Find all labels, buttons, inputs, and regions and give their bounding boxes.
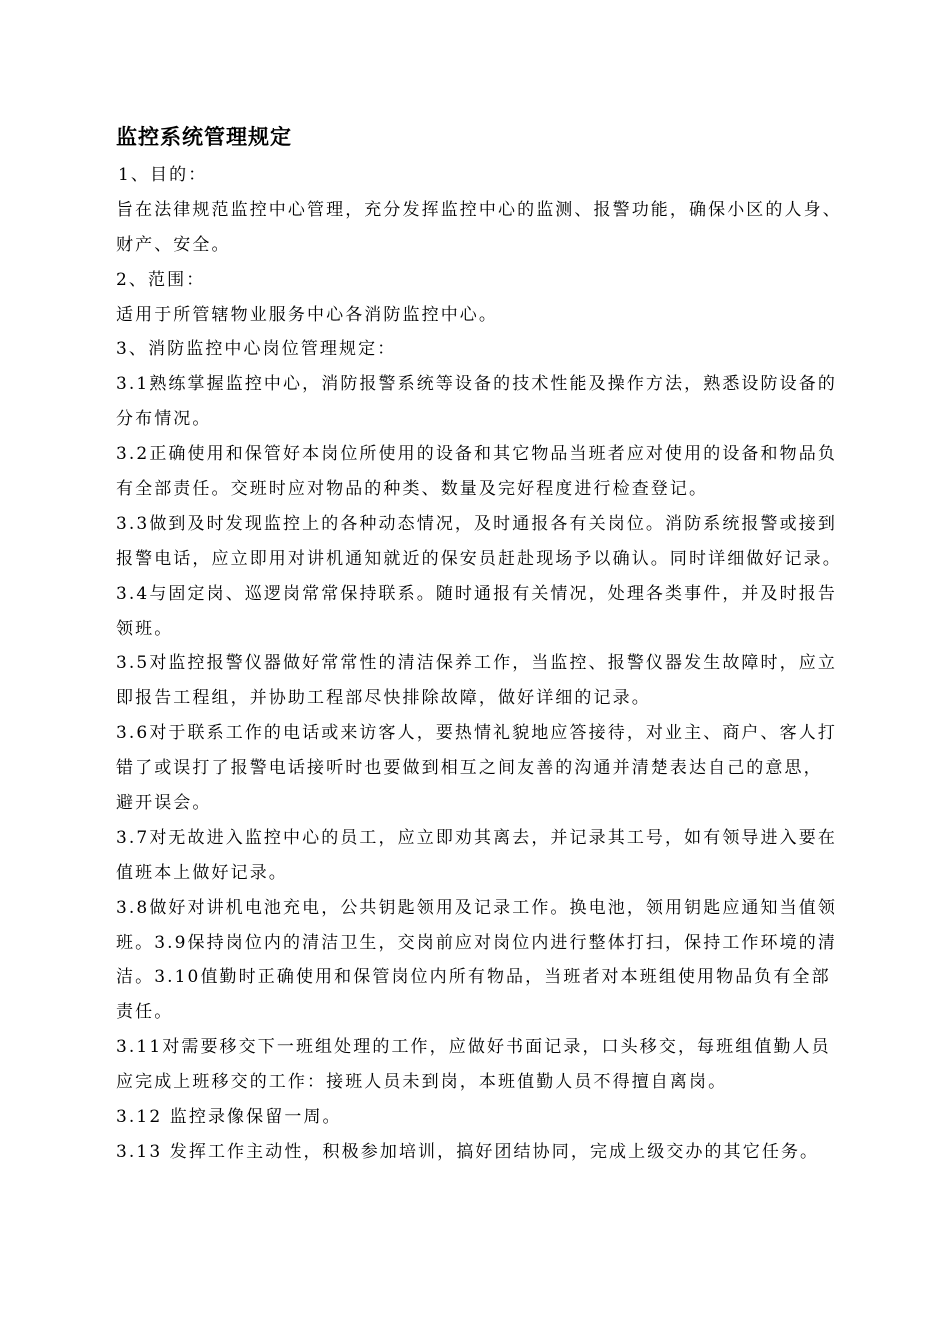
- clause-line: 避开误会。: [116, 793, 212, 814]
- clause-line: 3.13 发挥工作主动性，积极参加培训，搞好团结协同，完成上级交办的其它任务。: [116, 1141, 820, 1162]
- clause-line: 3.7对无故进入监控中心的员工，应立即劝其离去，并记录其工号，如有领导进入要在: [116, 827, 837, 848]
- clause-line: 报警电话，应立即用对讲机通知就近的保安员赶赴现场予以确认。同时详细做好记录。: [116, 548, 842, 569]
- body-line: 旨在法律规范监控中心管理，充分发挥监控中心的监测、报警功能，确保小区的人身、: [116, 199, 842, 220]
- section-heading-scope: 2、范围：: [116, 269, 206, 290]
- clause-line: 洁。3.10值勤时正确使用和保管岗位内所有物品，当班者对本班组使用物品负有全部: [116, 967, 831, 988]
- clause-line: 3.1熟练掌握监控中心，消防报警系统等设备的技术性能及操作方法，熟悉设防设备的: [116, 374, 837, 395]
- clause-line: 3.5对监控报警仪器做好常常性的清洁保养工作，当监控、报警仪器发生故障时，应立: [116, 653, 837, 674]
- body-line: 财产、安全。: [116, 234, 231, 255]
- clause-line: 班。3.9保持岗位内的清洁卫生，交岗前应对岗位内进行整体打扫，保持工作环境的清: [116, 932, 837, 953]
- body-line: 适用于所管辖物业服务中心各消防监控中心。: [116, 304, 498, 325]
- clause-line: 3.2正确使用和保管好本岗位所使用的设备和其它物品当班者应对使用的设备和物品负: [116, 444, 837, 465]
- section-heading-rules: 3、消防监控中心岗位管理规定：: [116, 339, 397, 360]
- clause-line: 有全部责任。交班时应对物品的种类、数量及完好程度进行检查登记。: [116, 479, 709, 500]
- document-title: 监控系统管理规定: [116, 124, 292, 149]
- document-body: [116, 158, 856, 1170]
- clause-line: 3.12 监控录像保留一周。: [116, 1107, 342, 1128]
- clause-line: 错了或误打了报警电话接听时也要做到相互之间友善的沟通并清楚表达自己的意思，: [116, 758, 823, 779]
- clause-line: 3.3做到及时发现监控上的各种动态情况，及时通报各有关岗位。消防系统报警或接到: [116, 513, 837, 534]
- clause-line: 值班本上做好记录。: [116, 862, 288, 883]
- clause-line: 3.4与固定岗、巡逻岗常常保持联系。随时通报有关情况，处理各类事件，并及时报告: [116, 583, 837, 604]
- clause-line: 责任。: [116, 1002, 174, 1023]
- clause-line: 领班。: [116, 618, 174, 639]
- clause-line: 即报告工程组，并协助工程部尽快排除故障，做好详细的记录。: [116, 688, 651, 709]
- clause-line: 3.11对需要移交下一班组处理的工作，应做好书面记录，口头移交，每班组值勤人员: [116, 1037, 831, 1058]
- clause-line: 应完成上班移交的工作：接班人员未到岗，本班值勤人员不得擅自离岗。: [116, 1072, 728, 1093]
- section-heading-purpose: 1、目的：: [118, 165, 208, 185]
- clause-line: 3.6对于联系工作的电话或来访客人，要热情礼貌地应答接待，对业主、商户、客人打: [116, 723, 837, 744]
- clause-line: 3.8做好对讲机电池充电，公共钥匙领用及记录工作。换电池，领用钥匙应通知当值领: [116, 897, 837, 918]
- clause-line: 分布情况。: [116, 409, 212, 430]
